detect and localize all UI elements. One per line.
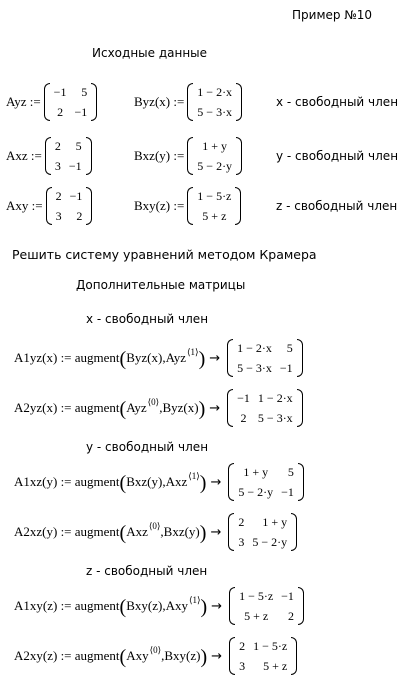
- matrix-cell: −1: [279, 361, 293, 375]
- augment-row: [14, 460, 304, 504]
- arg-b-name: Bxy(z): [164, 648, 201, 663]
- result-matrix: [228, 512, 297, 552]
- matrix-cell: −1: [68, 159, 82, 173]
- given-row: [6, 80, 97, 124]
- augment-row: [14, 510, 297, 554]
- arg-a-name: Byz(x): [126, 350, 163, 365]
- matrix-cell: 5 − 2·y: [252, 535, 288, 549]
- matrix-cell: 3: [54, 159, 61, 173]
- vector-name: Bxz(y) :=: [134, 148, 185, 163]
- column-index: ⟨0⟩: [148, 521, 161, 531]
- close-paren: ): [200, 595, 208, 618]
- arrow-icon: →: [211, 598, 223, 614]
- augment-arg-a: [126, 350, 162, 366]
- matrix-cell: −1: [281, 485, 294, 499]
- result-matrix: [229, 636, 297, 676]
- matrix-cell: 2: [287, 609, 294, 623]
- matrix-cell: 3: [55, 209, 62, 223]
- arg-b-name: Axy: [165, 598, 188, 613]
- free-term-vector: [187, 186, 241, 226]
- augment-arg-b: [165, 595, 201, 614]
- matrix-name: Axy :=: [6, 198, 43, 213]
- matrix-cell: 2: [239, 639, 246, 653]
- matrix-cell: 1 − 2·x: [197, 85, 233, 99]
- matrix-cell: 1 − 5·z: [253, 639, 288, 653]
- free-term-note: z - свободный член: [276, 199, 398, 213]
- section-initial-heading: Исходные данные: [92, 46, 208, 60]
- matrix-cell: 5 − 2·y: [238, 485, 274, 499]
- augment-arg-b: [162, 400, 198, 416]
- result-matrix: [227, 338, 303, 378]
- result-matrix: [227, 388, 303, 428]
- augment-arg-b: [164, 648, 200, 664]
- coefficient-matrix: [46, 186, 93, 226]
- augment-arg-b: [164, 524, 200, 540]
- matrix-cell: 5: [81, 85, 88, 99]
- arg-b-name: Ayz: [165, 350, 187, 365]
- augment-arg-b: [165, 471, 200, 490]
- matrix-cell: −1: [69, 189, 83, 203]
- augment-lhs: A1xz(y) := augment: [14, 474, 120, 489]
- page-title: Пример №10: [292, 8, 373, 22]
- section-extra-heading: Дополнительные матрицы: [76, 278, 246, 292]
- augment-arg-a: [126, 521, 161, 540]
- augment-row: [14, 336, 303, 380]
- augment-lhs: A2yz(x) := augment: [14, 400, 120, 415]
- augment-row: [14, 634, 297, 678]
- matrix-cell: 2: [238, 515, 245, 529]
- matrix-cell: 2: [57, 105, 64, 119]
- column-index: ⟨0⟩: [147, 397, 160, 407]
- comma: ,: [162, 598, 166, 613]
- matrix-cell: 5 − 2·y: [197, 159, 233, 173]
- open-paren: (: [119, 645, 127, 668]
- augment-lhs: A1yz(x) := augment: [14, 350, 120, 365]
- arg-b-name: Byz(x): [162, 400, 199, 415]
- matrix-cell: 1 − 5·z: [197, 189, 232, 203]
- augment-arg-b: [165, 347, 199, 366]
- matrix-cell: −1: [281, 589, 294, 603]
- comma: ,: [159, 400, 163, 415]
- arg-b-name: Axz: [165, 474, 188, 489]
- free-term-note: y - свободный член: [276, 149, 399, 163]
- matrix-cell: 5: [286, 341, 293, 355]
- matrix-cell: 1 − 2·x: [237, 341, 272, 355]
- augment-lhs: A2xz(y) := augment: [14, 524, 120, 539]
- comma: ,: [162, 350, 166, 365]
- close-paren: ): [199, 471, 207, 494]
- coefficient-matrix: [44, 82, 98, 122]
- group-heading: y - свободный член: [86, 440, 209, 454]
- given-vector-row: [134, 134, 242, 178]
- arg-a-name: Bxz(y): [126, 474, 163, 489]
- result-matrix: [228, 462, 304, 502]
- augment-lhs: A2xy(z) := augment: [14, 648, 120, 663]
- column-index: ⟨1⟩: [188, 471, 200, 481]
- comma: ,: [160, 524, 164, 539]
- matrix-cell: 2: [54, 139, 61, 153]
- open-paren: (: [119, 521, 127, 544]
- arg-a-name: Axz: [126, 524, 148, 539]
- matrix-cell: −1: [53, 85, 67, 99]
- augment-arg-a: [126, 397, 160, 416]
- close-paren: ): [199, 521, 207, 544]
- comma: ,: [162, 474, 166, 489]
- augment-row: [14, 584, 304, 628]
- arrow-icon: →: [211, 648, 223, 664]
- coefficient-matrix: [45, 136, 92, 176]
- matrix-cell: 3: [239, 659, 246, 673]
- close-paren: ): [198, 397, 206, 420]
- matrix-cell: 5 + z: [244, 609, 269, 623]
- vector-name: Bxy(z) :=: [134, 198, 185, 213]
- open-paren: (: [119, 595, 127, 618]
- group-heading: x - свободный член: [86, 312, 209, 326]
- arg-a-name: Axy: [126, 648, 149, 663]
- augment-lhs: A1xy(z) := augment: [14, 598, 120, 613]
- given-vector-row: [134, 80, 242, 124]
- free-term-vector: [187, 82, 242, 122]
- vector-name: Byz(x) :=: [134, 94, 185, 109]
- matrix-cell: 2: [76, 209, 83, 223]
- arg-b-name: Bxz(y): [163, 524, 200, 539]
- free-term-note: x - свободный член: [276, 95, 399, 109]
- matrix-cell: 3: [238, 535, 245, 549]
- matrix-cell: 5: [287, 465, 294, 479]
- matrix-cell: 1 − 5·z: [239, 589, 274, 603]
- matrix-cell: 5 + z: [202, 209, 227, 223]
- group-heading: z - свободный член: [86, 564, 208, 578]
- comma: ,: [161, 648, 165, 663]
- open-paren: (: [119, 397, 127, 420]
- arrow-icon: →: [210, 524, 222, 540]
- given-vector-row: [134, 184, 241, 228]
- matrix-name: Ayz :=: [6, 94, 41, 109]
- open-paren: (: [119, 347, 127, 370]
- matrix-cell: 1 + y: [243, 465, 269, 479]
- column-index: ⟨1⟩: [188, 595, 201, 605]
- matrix-cell: −1: [74, 105, 88, 119]
- arg-a-name: Ayz: [126, 400, 147, 415]
- matrix-cell: 2: [240, 411, 247, 425]
- given-row: [6, 184, 92, 228]
- open-paren: (: [119, 471, 127, 494]
- result-matrix: [229, 586, 304, 626]
- matrix-cell: 1 + y: [262, 515, 288, 529]
- matrix-cell: 5 − 3·x: [257, 411, 293, 425]
- matrix-cell: 2: [55, 189, 62, 203]
- given-row: [6, 134, 92, 178]
- task-statement: Решить систему уравнений методом Крамера: [12, 247, 317, 262]
- matrix-cell: 5 + z: [263, 659, 288, 673]
- augment-row: [14, 386, 303, 430]
- column-index: ⟨0⟩: [149, 645, 162, 655]
- augment-arg-a: [126, 645, 162, 664]
- arrow-icon: →: [209, 400, 221, 416]
- matrix-cell: 1 + y: [202, 139, 228, 153]
- close-paren: ): [200, 645, 208, 668]
- arg-a-name: Bxy(z): [126, 598, 163, 613]
- free-term-vector: [187, 136, 242, 176]
- matrix-cell: −1: [237, 391, 250, 405]
- augment-arg-a: [126, 474, 162, 490]
- arrow-icon: →: [210, 474, 222, 490]
- close-paren: ): [198, 347, 206, 370]
- augment-arg-a: [126, 598, 162, 614]
- matrix-name: Axz :=: [6, 148, 42, 163]
- column-index: ⟨1⟩: [187, 347, 199, 357]
- matrix-cell: 1 − 2·x: [257, 391, 293, 405]
- matrix-cell: 5 − 3·x: [237, 361, 272, 375]
- matrix-cell: 5: [75, 139, 82, 153]
- matrix-cell: 5 − 3·x: [197, 105, 233, 119]
- arrow-icon: →: [209, 350, 221, 366]
